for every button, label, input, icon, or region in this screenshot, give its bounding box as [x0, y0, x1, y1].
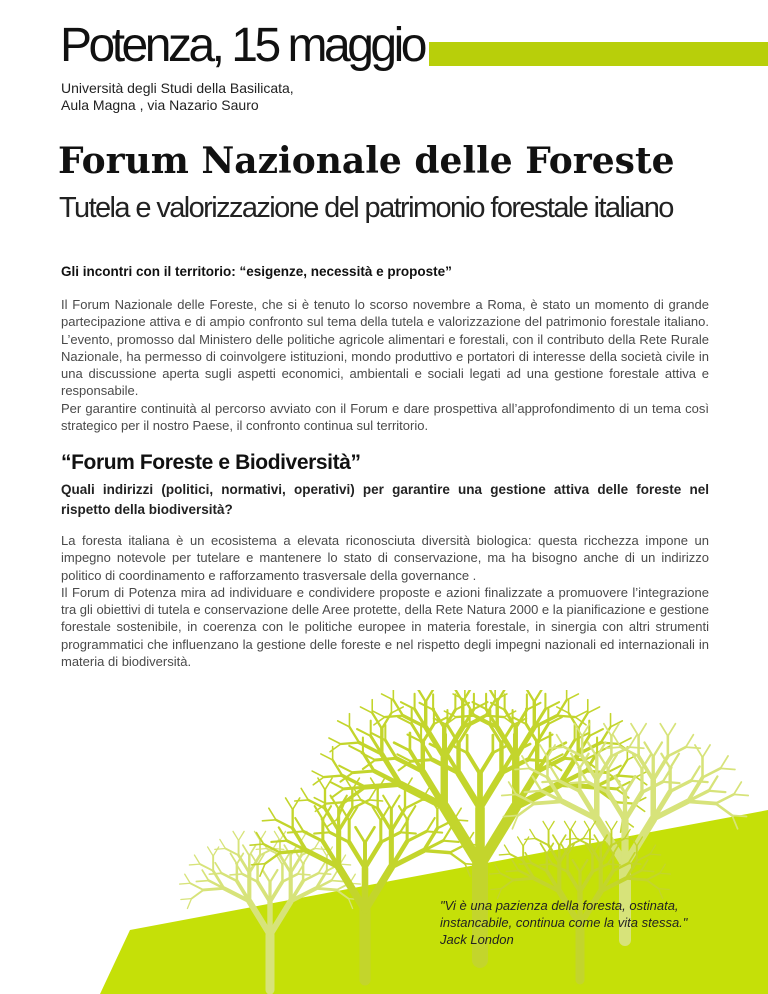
quote-line-1: "Vi è una pazienza della foresta, ostinata,: [440, 898, 679, 913]
forum-question: Quali indirizzi (politici, normativi, operativi) per garantire una gestione attiva delle foreste nel rispetto della biodiversità?: [61, 482, 709, 517]
venue-line-1: Università degli Studi della Basilicata,: [61, 80, 294, 96]
forum-heading: “Forum Foreste e Biodiversità”: [61, 451, 361, 474]
intro-paragraph-2: Per garantire continuità al percorso avviato con il Forum e dare prospettiva all’approfondimento di un tema così strategico per il nostro Paese, il confronto continua sul territorio.: [61, 400, 709, 434]
quote-author: Jack London: [440, 932, 514, 947]
quote-line-2: instancabile, continua come la vita stessa.": [440, 915, 688, 930]
intro-paragraph-1: Il Forum Nazionale delle Foreste, che si è tenuto lo scorso novembre a Roma, è stato un momento di grande partecipazione attiva e di ampio confronto sul tema della tutela e valorizzazione del patrimonio forestale italiano. L’evento, promosso dal Ministero delle politiche agricole alimentari e forestali, con il contributo della Rete Rurale Nazionale, ha permesso di coinvolgere istituzioni, mondo produttivo e portatori di interesse della società civile in una discussione aperta sugli aspetti economici, ambientali e sociali legati ad una gestione forestale attiva e responsabile.: [61, 297, 709, 399]
biodiversity-paragraph-2: Il Forum di Potenza mira ad individuare e condividere proposte e azioni finalizzate a promuovere l’integrazione tra gli obiettivi di tutela e conservazione delle Aree protette, della Rete Natura 2000 e la pianificazione e gestione forestale sostenibile, in coerenza con le politiche europee in materia forestale, in sinergia con altri strumenti programmatici che influenzano la gestione delle foreste e nel rispetto degli impegni nazionali ed internazionali in materia di biodiversità.: [61, 584, 709, 670]
section-heading-territory: Gli incontri con il territorio: “esigenze, necessità e proposte”: [61, 264, 452, 279]
event-location-date: Potenza, 15 maggio: [60, 19, 424, 72]
page-title: Forum Nazionale delle Foreste: [58, 140, 675, 182]
header-accent-bar: [429, 42, 768, 66]
quote-block: [440, 897, 687, 948]
venue-line-2: Aula Magna , via Nazario Sauro: [61, 97, 259, 113]
tree-illustration: [0, 690, 768, 994]
page-subtitle: Tutela e valorizzazione del patrimonio forestale italiano: [59, 192, 673, 224]
intro-text: [61, 296, 709, 434]
biodiversity-text: [61, 532, 709, 670]
venue-address: [61, 80, 294, 114]
biodiversity-paragraph-1: La foresta italiana è un ecosistema a elevata riconosciuta diversità biologica: questa ricchezza impone un impegno notevole per tutelare e mantenere lo stato di conservazione, ma ha bisogno anche di un indirizzo politico di coordinamento e rafforzamento trasversale della governance .: [61, 533, 709, 583]
